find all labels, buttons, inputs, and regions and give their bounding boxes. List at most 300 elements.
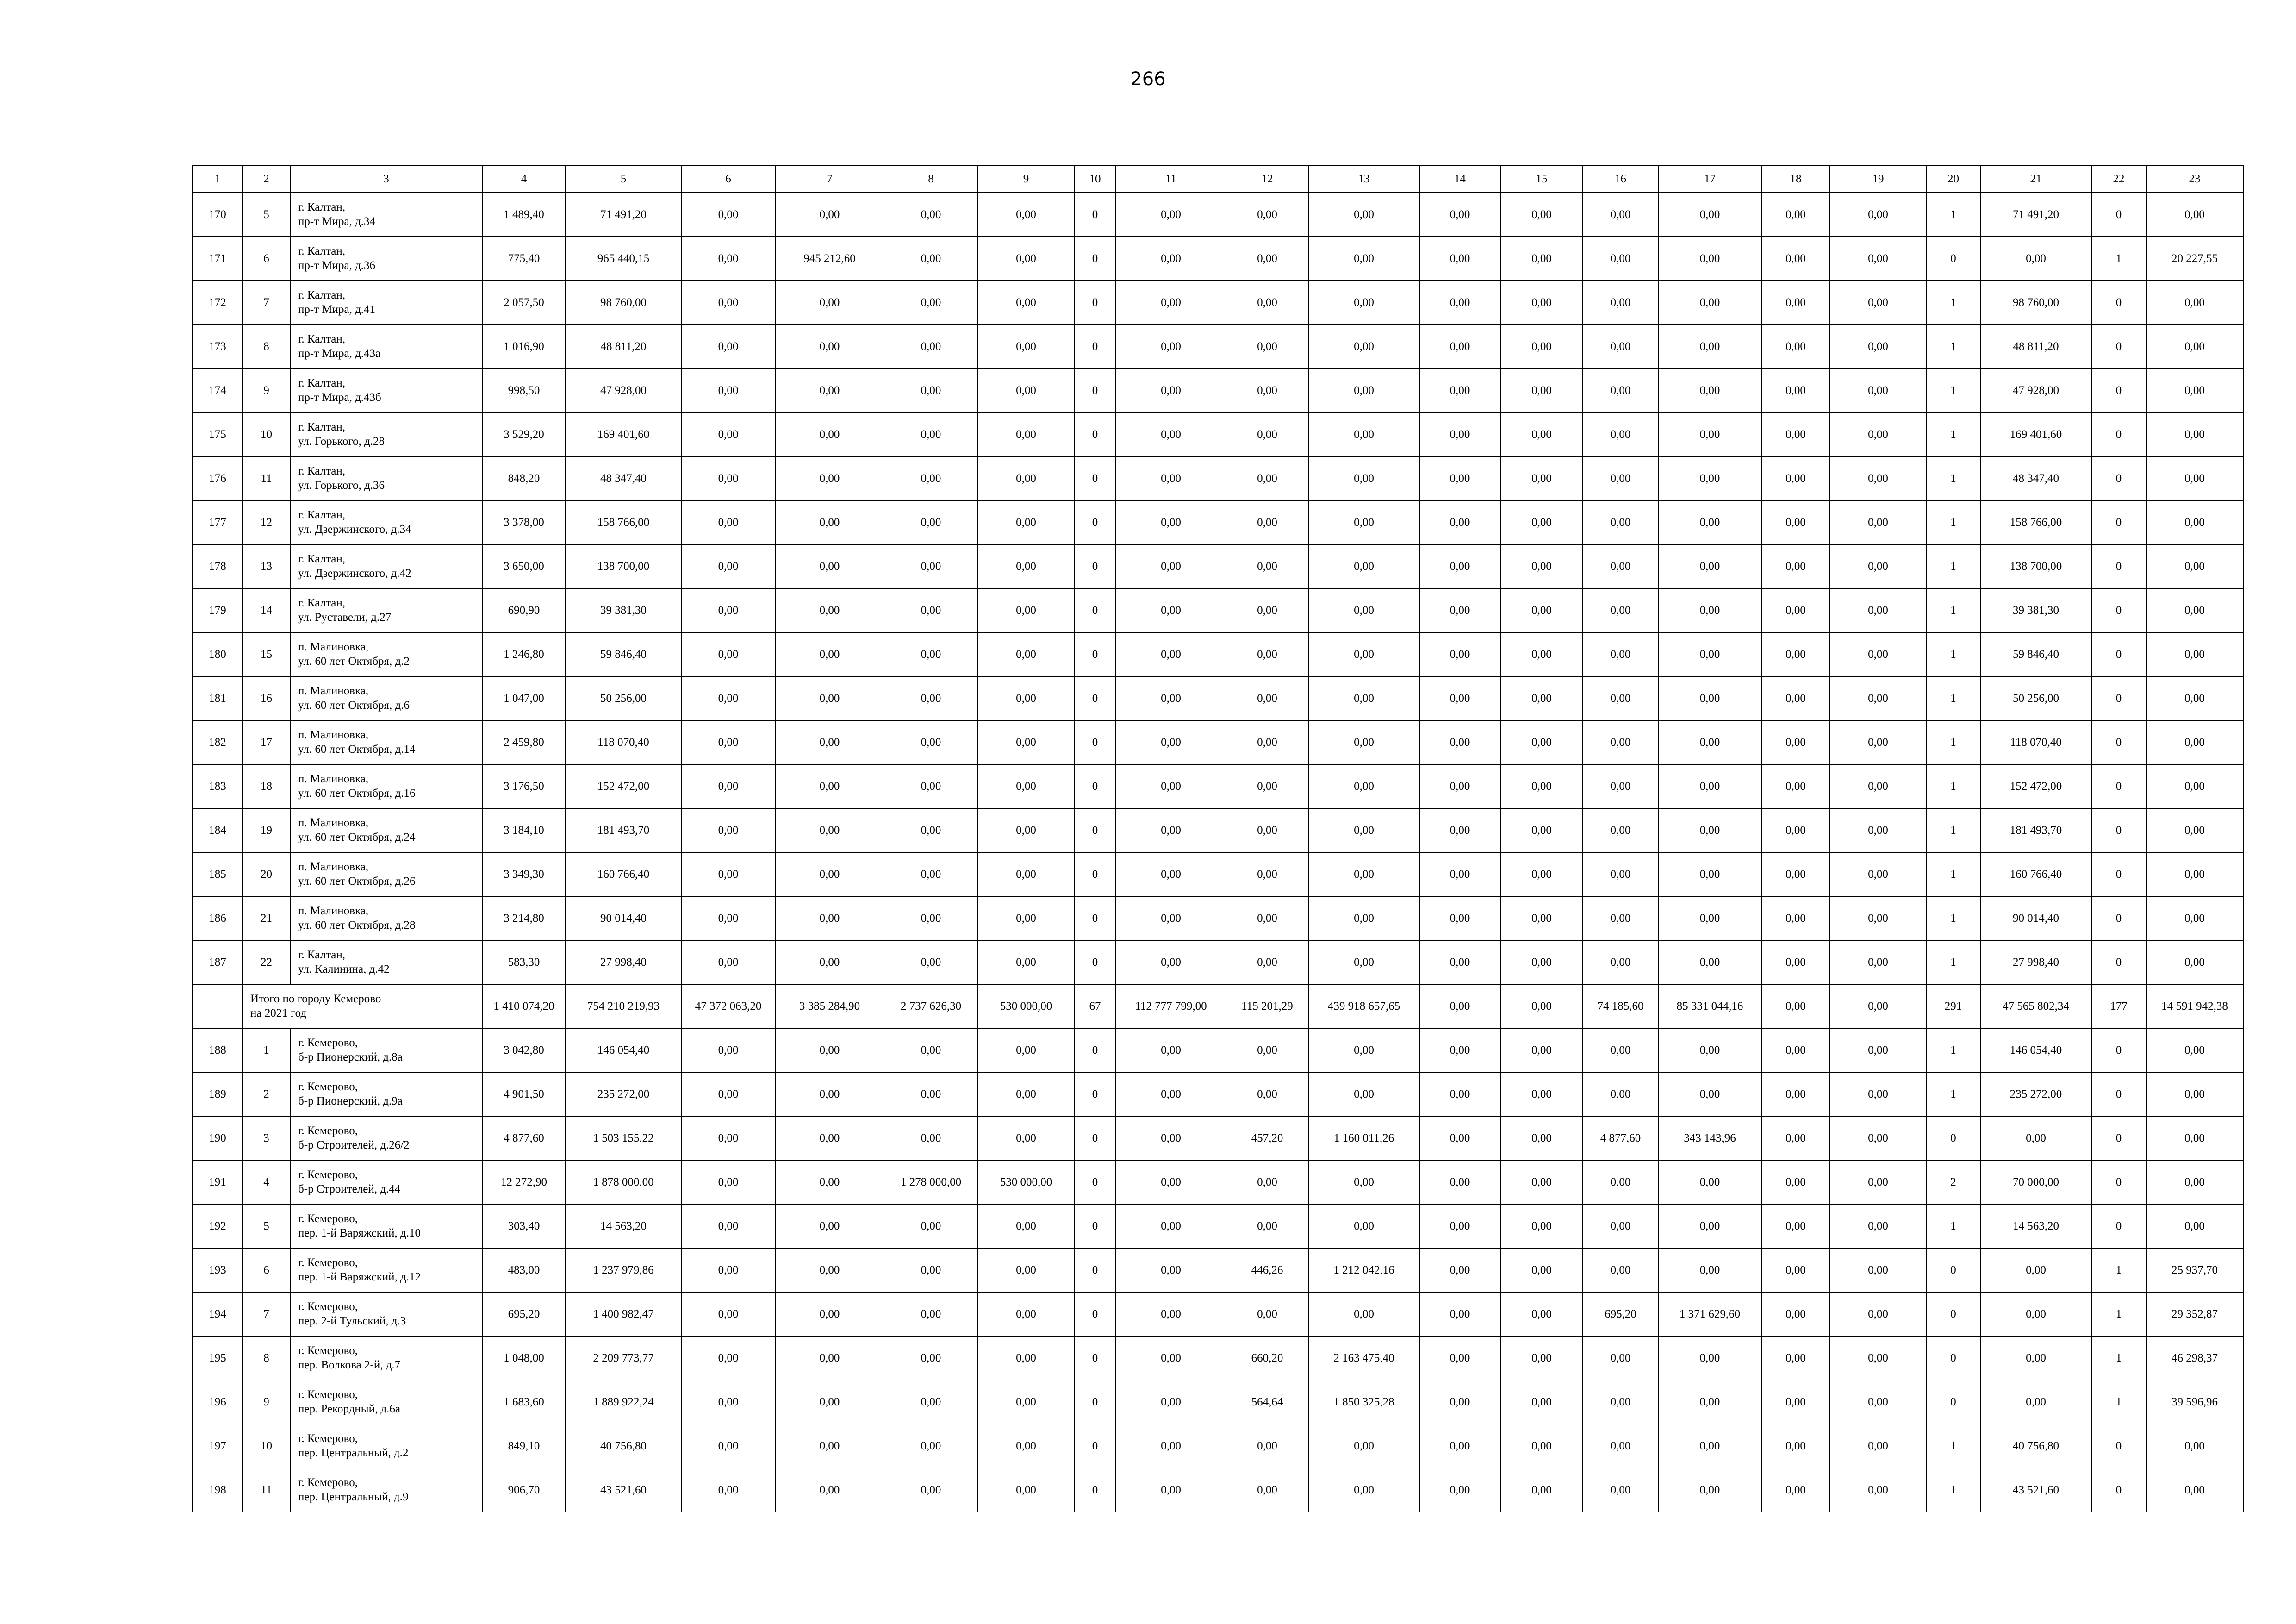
- value-cell: 0,00: [1308, 720, 1419, 764]
- value-cell: 4 877,60: [1583, 1116, 1658, 1160]
- address-street: ул. 60 лет Октября, д.2: [298, 655, 410, 668]
- value-cell: 90 014,40: [566, 896, 681, 940]
- value-cell: 14 563,20: [1980, 1204, 2091, 1248]
- value-cell: 695,20: [1583, 1292, 1658, 1336]
- table-row: [193, 896, 2243, 940]
- value-cell: 0,00: [1583, 1028, 1658, 1072]
- table-row: [193, 764, 2243, 808]
- value-cell: 0,00: [1830, 896, 1926, 940]
- value-cell: 1 160 011,26: [1308, 1116, 1419, 1160]
- value-cell: 0,00: [1761, 500, 1830, 544]
- value-cell: 0,00: [1658, 940, 1761, 984]
- value-cell: 0,00: [978, 1336, 1074, 1380]
- value-cell: 0: [2091, 544, 2146, 588]
- value-cell: 152 472,00: [1980, 764, 2091, 808]
- value-cell: 158 766,00: [566, 500, 681, 544]
- sub-number: 6: [243, 1248, 290, 1292]
- value-cell: 0,00: [775, 720, 884, 764]
- value-cell: 0,00: [884, 237, 978, 281]
- value-cell: 0,00: [1308, 676, 1419, 720]
- value-cell: 0: [1074, 456, 1116, 500]
- value-cell: 0,00: [2146, 325, 2243, 369]
- value-cell: 0,00: [1658, 852, 1761, 896]
- column-number: 22: [2091, 166, 2146, 193]
- value-cell: 0,00: [1308, 412, 1419, 456]
- sub-number: 10: [243, 412, 290, 456]
- value-cell: 27 998,40: [566, 940, 681, 984]
- value-cell: 0,00: [2146, 852, 2243, 896]
- value-cell: 0: [1074, 764, 1116, 808]
- value-cell: 1: [1926, 1204, 1980, 1248]
- table-row: [193, 1204, 2243, 1248]
- value-cell: 0: [2091, 456, 2146, 500]
- address-street: ул. Дзержинского, д.34: [298, 523, 411, 536]
- value-cell: 0,00: [1226, 852, 1308, 896]
- value-cell: 118 070,40: [1980, 720, 2091, 764]
- value-cell: 0,00: [1419, 1028, 1500, 1072]
- value-cell: 0,00: [775, 1336, 884, 1380]
- value-cell: 235 272,00: [566, 1072, 681, 1116]
- value-cell: 3 529,20: [482, 412, 566, 456]
- address-locality: г. Кемерово,: [298, 1037, 358, 1049]
- value-cell: 0,00: [978, 325, 1074, 369]
- column-number: 2: [243, 166, 290, 193]
- value-cell: 0,00: [1830, 1204, 1926, 1248]
- address-cell: [290, 1468, 482, 1512]
- value-cell: 0,00: [681, 1160, 775, 1204]
- column-number: 17: [1658, 166, 1761, 193]
- value-cell: 0,00: [978, 1028, 1074, 1072]
- value-cell: 0,00: [1761, 281, 1830, 325]
- value-cell: 0,00: [1116, 544, 1226, 588]
- value-cell: 0,00: [1500, 764, 1583, 808]
- value-cell: 1: [1926, 808, 1980, 852]
- value-cell: 0,00: [775, 1072, 884, 1116]
- value-cell: 1: [1926, 676, 1980, 720]
- address-street: ул. 60 лет Октября, д.16: [298, 787, 416, 800]
- value-cell: 564,64: [1226, 1380, 1308, 1424]
- value-cell: 0,00: [884, 369, 978, 412]
- value-cell: 0,00: [1761, 1160, 1830, 1204]
- sub-number: 7: [243, 1292, 290, 1336]
- value-cell: 0,00: [1226, 281, 1308, 325]
- value-cell: 0: [2091, 588, 2146, 632]
- value-cell: 1: [1926, 412, 1980, 456]
- value-cell: 0,00: [1583, 1248, 1658, 1292]
- address-locality: г. Калтан,: [298, 421, 346, 433]
- sub-number: 8: [243, 325, 290, 369]
- address-cell: [290, 852, 482, 896]
- value-cell: 0,00: [1658, 1028, 1761, 1072]
- table-row: [193, 1468, 2243, 1512]
- total-value-cell: 0,00: [1419, 984, 1500, 1028]
- value-cell: 0,00: [1500, 1468, 1583, 1512]
- value-cell: 0,00: [1226, 1072, 1308, 1116]
- value-cell: 1 400 982,47: [566, 1292, 681, 1336]
- value-cell: 0,00: [1761, 1248, 1830, 1292]
- total-value-cell: 291: [1926, 984, 1980, 1028]
- address-locality: п. Малиновка,: [298, 905, 369, 917]
- value-cell: 0,00: [1116, 720, 1226, 764]
- value-cell: 181 493,70: [1980, 808, 2091, 852]
- value-cell: 0: [2091, 1424, 2146, 1468]
- value-cell: 0,00: [1308, 1204, 1419, 1248]
- value-cell: 0,00: [1500, 1292, 1583, 1336]
- value-cell: 0,00: [1830, 1028, 1926, 1072]
- value-cell: 0: [2091, 852, 2146, 896]
- value-cell: 0: [2091, 764, 2146, 808]
- value-cell: 0,00: [681, 1072, 775, 1116]
- table-row: [193, 1116, 2243, 1160]
- value-cell: 0,00: [1419, 456, 1500, 500]
- value-cell: 40 756,80: [1980, 1424, 2091, 1468]
- header-row: [193, 166, 2243, 193]
- value-cell: 118 070,40: [566, 720, 681, 764]
- address-cell: [290, 1160, 482, 1204]
- value-cell: 146 054,40: [1980, 1028, 2091, 1072]
- address-locality: г. Кемерово,: [298, 1388, 358, 1401]
- value-cell: 1: [2091, 1336, 2146, 1380]
- value-cell: 0: [1926, 1248, 1980, 1292]
- value-cell: 0,00: [884, 1424, 978, 1468]
- value-cell: 0,00: [1500, 632, 1583, 676]
- table-row: [193, 237, 2243, 281]
- value-cell: 0: [2091, 1072, 2146, 1116]
- value-cell: 181 493,70: [566, 808, 681, 852]
- value-cell: 0: [1074, 281, 1116, 325]
- value-cell: 0,00: [884, 808, 978, 852]
- value-cell: 59 846,40: [566, 632, 681, 676]
- value-cell: 0,00: [1116, 1424, 1226, 1468]
- value-cell: 0,00: [884, 281, 978, 325]
- row-number: 194: [193, 1292, 243, 1336]
- value-cell: 0,00: [978, 1248, 1074, 1292]
- value-cell: 0,00: [1116, 632, 1226, 676]
- value-cell: 0,00: [681, 632, 775, 676]
- value-cell: 0,00: [1761, 1072, 1830, 1116]
- sub-number: 5: [243, 193, 290, 237]
- value-cell: 0,00: [1830, 1160, 1926, 1204]
- total-value-cell: 1 410 074,20: [482, 984, 566, 1028]
- value-cell: 0,00: [1830, 1072, 1926, 1116]
- value-cell: 235 272,00: [1980, 1072, 2091, 1116]
- value-cell: 0,00: [1419, 369, 1500, 412]
- value-cell: 0,00: [1658, 720, 1761, 764]
- address-street: пр-т Мира, д.36: [298, 259, 376, 272]
- value-cell: 0,00: [1583, 1160, 1658, 1204]
- value-cell: 0,00: [1308, 1160, 1419, 1204]
- value-cell: 0,00: [1419, 1468, 1500, 1512]
- value-cell: 1: [1926, 588, 1980, 632]
- value-cell: 0: [2091, 412, 2146, 456]
- address-street: пер. Центральный, д.9: [298, 1490, 409, 1503]
- value-cell: 0,00: [2146, 456, 2243, 500]
- value-cell: 0,00: [681, 676, 775, 720]
- column-number: 11: [1116, 166, 1226, 193]
- value-cell: 0: [1074, 632, 1116, 676]
- value-cell: 0,00: [1116, 1072, 1226, 1116]
- value-cell: 29 352,87: [2146, 1292, 2243, 1336]
- value-cell: 0,00: [1583, 896, 1658, 940]
- value-cell: 158 766,00: [1980, 500, 2091, 544]
- value-cell: 0,00: [775, 1292, 884, 1336]
- value-cell: 0,00: [2146, 281, 2243, 325]
- value-cell: 0,00: [775, 325, 884, 369]
- value-cell: 1: [1926, 852, 1980, 896]
- value-cell: 1: [1926, 1424, 1980, 1468]
- address-street: б-р Строителей, д.26/2: [298, 1138, 410, 1151]
- value-cell: 0,00: [2146, 1116, 2243, 1160]
- address-locality: г. Кемерово,: [298, 1081, 358, 1093]
- value-cell: 0,00: [1419, 1072, 1500, 1116]
- total-value-cell: 74 185,60: [1583, 984, 1658, 1028]
- value-cell: 0,00: [1761, 632, 1830, 676]
- table-row: [193, 1380, 2243, 1424]
- value-cell: 0: [1074, 1248, 1116, 1292]
- value-cell: 0,00: [2146, 1468, 2243, 1512]
- value-cell: 12 272,90: [482, 1160, 566, 1204]
- value-cell: 0,00: [884, 1336, 978, 1380]
- table-row: [193, 1072, 2243, 1116]
- table-row: [193, 500, 2243, 544]
- value-cell: 0,00: [1226, 1468, 1308, 1512]
- housing-repair-table: [192, 165, 2244, 1512]
- value-cell: 0,00: [1226, 1424, 1308, 1468]
- value-cell: 0,00: [1830, 237, 1926, 281]
- value-cell: 0,00: [1583, 1204, 1658, 1248]
- value-cell: 0: [2091, 1028, 2146, 1072]
- value-cell: 2 057,50: [482, 281, 566, 325]
- address-cell: [290, 1028, 482, 1072]
- address-locality: г. Калтан,: [298, 509, 346, 521]
- table-row: [193, 1028, 2243, 1072]
- value-cell: 1: [2091, 1292, 2146, 1336]
- value-cell: 0,00: [1116, 764, 1226, 808]
- value-cell: 14 563,20: [566, 1204, 681, 1248]
- value-cell: 0,00: [1116, 1160, 1226, 1204]
- value-cell: 0,00: [1761, 720, 1830, 764]
- address-cell: [290, 237, 482, 281]
- value-cell: 0,00: [1980, 1116, 2091, 1160]
- address-cell: [290, 1116, 482, 1160]
- total-value-cell: 115 201,29: [1226, 984, 1308, 1028]
- address-locality: п. Малиновка,: [298, 685, 369, 697]
- row-number: 170: [193, 193, 243, 237]
- table-row: [193, 369, 2243, 412]
- address-street: пр-т Мира, д.34: [298, 215, 376, 228]
- address-locality: п. Малиновка,: [298, 641, 369, 653]
- value-cell: 160 766,40: [566, 852, 681, 896]
- value-cell: 0,00: [1116, 896, 1226, 940]
- value-cell: 39 381,30: [566, 588, 681, 632]
- row-number: 188: [193, 1028, 243, 1072]
- value-cell: 0: [1074, 193, 1116, 237]
- value-cell: 1 878 000,00: [566, 1160, 681, 1204]
- value-cell: 0,00: [1116, 1292, 1226, 1336]
- value-cell: 0,00: [1308, 1468, 1419, 1512]
- column-number: 16: [1583, 166, 1658, 193]
- address-cell: [290, 588, 482, 632]
- address-cell: [290, 1380, 482, 1424]
- value-cell: 0: [2091, 1468, 2146, 1512]
- value-cell: 0,00: [1226, 764, 1308, 808]
- value-cell: 0,00: [1658, 1336, 1761, 1380]
- value-cell: 0,00: [978, 412, 1074, 456]
- value-cell: 0,00: [2146, 1424, 2243, 1468]
- address-locality: г. Кемерово,: [298, 1212, 358, 1225]
- value-cell: 0,00: [1419, 896, 1500, 940]
- value-cell: 2 163 475,40: [1308, 1336, 1419, 1380]
- address-cell: [290, 281, 482, 325]
- value-cell: 0,00: [1116, 325, 1226, 369]
- value-cell: 0,00: [2146, 764, 2243, 808]
- value-cell: 48 811,20: [1980, 325, 2091, 369]
- value-cell: 0,00: [1500, 1116, 1583, 1160]
- address-street: пер. 2-й Тульский, д.3: [298, 1314, 406, 1327]
- value-cell: 0,00: [2146, 588, 2243, 632]
- value-cell: 0,00: [1419, 544, 1500, 588]
- value-cell: 0,00: [681, 456, 775, 500]
- value-cell: 0,00: [775, 940, 884, 984]
- value-cell: 0: [2091, 808, 2146, 852]
- row-number: 187: [193, 940, 243, 984]
- value-cell: 1 246,80: [482, 632, 566, 676]
- value-cell: 0,00: [1583, 1380, 1658, 1424]
- value-cell: 0: [2091, 632, 2146, 676]
- value-cell: 1 889 922,24: [566, 1380, 681, 1424]
- value-cell: 25 937,70: [2146, 1248, 2243, 1292]
- value-cell: 2 209 773,77: [566, 1336, 681, 1380]
- value-cell: 0,00: [1761, 1380, 1830, 1424]
- value-cell: 0: [2091, 720, 2146, 764]
- value-cell: 1: [1926, 1468, 1980, 1512]
- value-cell: 0,00: [775, 808, 884, 852]
- value-cell: 0,00: [978, 632, 1074, 676]
- value-cell: 0: [2091, 1116, 2146, 1160]
- value-cell: 0,00: [681, 325, 775, 369]
- address-cell: [290, 808, 482, 852]
- value-cell: 0,00: [1500, 193, 1583, 237]
- value-cell: 0,00: [1226, 676, 1308, 720]
- value-cell: 1 048,00: [482, 1336, 566, 1380]
- sub-number: 19: [243, 808, 290, 852]
- value-cell: 160 766,40: [1980, 852, 2091, 896]
- value-cell: 1: [1926, 325, 1980, 369]
- value-cell: 0,00: [1658, 588, 1761, 632]
- value-cell: 47 928,00: [1980, 369, 2091, 412]
- value-cell: 50 256,00: [566, 676, 681, 720]
- empty-cell: [193, 984, 243, 1028]
- value-cell: 0,00: [1116, 588, 1226, 632]
- value-cell: 0,00: [1980, 237, 2091, 281]
- address-locality: г. Кемерово,: [298, 1344, 358, 1357]
- value-cell: 0,00: [1500, 1336, 1583, 1380]
- value-cell: 0,00: [1658, 896, 1761, 940]
- address-locality: г. Калтан,: [298, 245, 346, 257]
- table-row: [193, 852, 2243, 896]
- value-cell: 152 472,00: [566, 764, 681, 808]
- value-cell: 0: [1074, 412, 1116, 456]
- value-cell: 0,00: [2146, 544, 2243, 588]
- value-cell: 0,00: [1226, 808, 1308, 852]
- value-cell: 0,00: [1226, 896, 1308, 940]
- value-cell: 0,00: [775, 852, 884, 896]
- address-street: ул. Горького, д.36: [298, 479, 385, 492]
- value-cell: 0,00: [1308, 588, 1419, 632]
- value-cell: 0,00: [1419, 412, 1500, 456]
- value-cell: 0,00: [775, 764, 884, 808]
- column-number: 8: [884, 166, 978, 193]
- value-cell: 0,00: [2146, 412, 2243, 456]
- value-cell: 0,00: [1116, 456, 1226, 500]
- value-cell: 0,00: [681, 852, 775, 896]
- value-cell: 0,00: [1761, 1028, 1830, 1072]
- value-cell: 0,00: [1419, 281, 1500, 325]
- value-cell: 0,00: [1830, 193, 1926, 237]
- value-cell: 0,00: [1116, 237, 1226, 281]
- value-cell: 0,00: [775, 193, 884, 237]
- value-cell: 0,00: [1583, 500, 1658, 544]
- value-cell: 48 347,40: [566, 456, 681, 500]
- value-cell: 0,00: [1830, 1292, 1926, 1336]
- table-row: [193, 544, 2243, 588]
- column-number: 4: [482, 166, 566, 193]
- value-cell: 0,00: [1761, 369, 1830, 412]
- value-cell: 0,00: [1500, 940, 1583, 984]
- address-cell: [290, 764, 482, 808]
- value-cell: 1: [1926, 896, 1980, 940]
- sub-number: 16: [243, 676, 290, 720]
- row-number: 189: [193, 1072, 243, 1116]
- value-cell: 1 212 042,16: [1308, 1248, 1419, 1292]
- value-cell: 0,00: [1308, 544, 1419, 588]
- value-cell: 457,20: [1226, 1116, 1308, 1160]
- value-cell: 0,00: [1419, 1204, 1500, 1248]
- address-cell: [290, 1248, 482, 1292]
- value-cell: 0: [2091, 193, 2146, 237]
- sub-number: 11: [243, 456, 290, 500]
- value-cell: 0,00: [884, 896, 978, 940]
- value-cell: 0,00: [2146, 500, 2243, 544]
- value-cell: 0,00: [978, 1468, 1074, 1512]
- value-cell: 0,00: [1226, 1160, 1308, 1204]
- sub-number: 17: [243, 720, 290, 764]
- value-cell: 39 596,96: [2146, 1380, 2243, 1424]
- value-cell: 0,00: [1658, 1468, 1761, 1512]
- table-row: [193, 1424, 2243, 1468]
- value-cell: 0,00: [681, 588, 775, 632]
- value-cell: 0,00: [1583, 325, 1658, 369]
- value-cell: 303,40: [482, 1204, 566, 1248]
- value-cell: 0,00: [2146, 940, 2243, 984]
- value-cell: 0: [1074, 676, 1116, 720]
- row-number: 178: [193, 544, 243, 588]
- address-street: пер. Центральный, д.2: [298, 1446, 409, 1459]
- address-locality: г. Калтан,: [298, 289, 346, 301]
- value-cell: 3 184,10: [482, 808, 566, 852]
- value-cell: 0,00: [884, 720, 978, 764]
- row-number: 193: [193, 1248, 243, 1292]
- value-cell: 0,00: [1116, 1116, 1226, 1160]
- sub-number: 4: [243, 1160, 290, 1204]
- value-cell: 0,00: [1419, 500, 1500, 544]
- value-cell: 0,00: [1226, 1292, 1308, 1336]
- value-cell: 0,00: [1419, 1292, 1500, 1336]
- value-cell: 0,00: [884, 1028, 978, 1072]
- value-cell: 0: [1074, 1336, 1116, 1380]
- value-cell: 0,00: [681, 412, 775, 456]
- sub-number: 8: [243, 1336, 290, 1380]
